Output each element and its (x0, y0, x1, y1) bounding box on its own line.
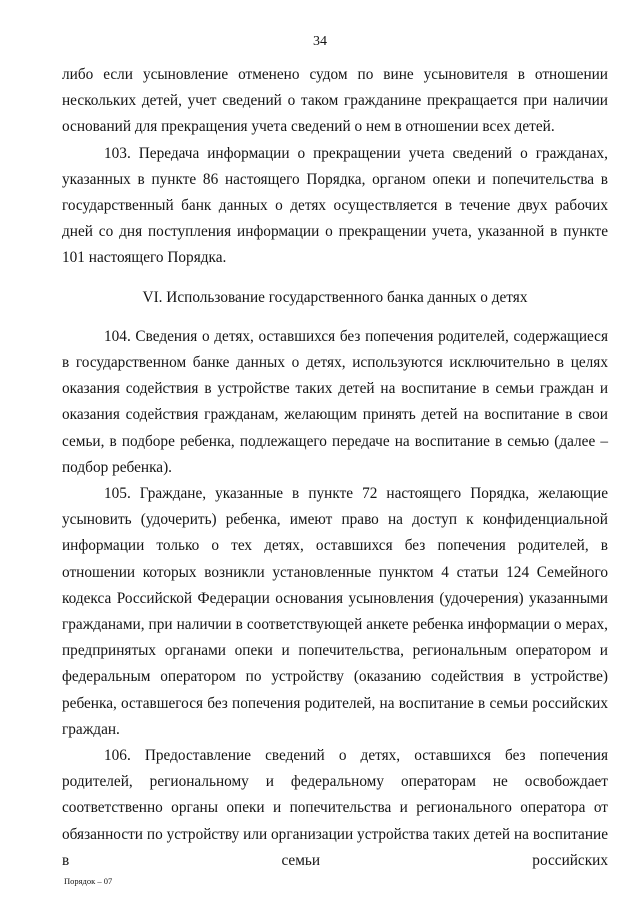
footer-label: Порядок – 07 (64, 876, 113, 886)
page-number: 34 (313, 34, 327, 49)
paragraph-105: 105. Граждане, указанные в пункте 72 настоящего Порядка, желающие усыновить (удочерить) ребенка, имеют право на доступ к конфиденциальной информации только о тех детях, оставшихся без попечения родителей, в отношении которых возникли установленные пунктом 4 статьи 124 Семейного кодекса Российской Федерации основания усыновления (удочерения) указанными гражданами, при наличии в соответствующей анкете ребенка информации о мерах, предпринятых органами опеки и попечительства, региональным оператором и федеральным оператором по устройству (оказанию содействия в устройстве) ребенка, оставшегося без попечения родителей, на воспитание в семьи российских граждан. (62, 485, 608, 738)
paragraph-106: 106. Предоставление сведений о детях, оставшихся без попечения родителей, региональному и федеральному операторам не освобождает соответственно органы опеки и попечительства и регионального оператора от обязанности по устройству или организации устройства таких детей на воспитание в семьи российских (62, 747, 608, 869)
section-heading: VI. Использование государственного банка данных о детях (142, 288, 528, 306)
paragraph-103: 103. Передача информации о прекращении учета сведений о гражданах, указанных в пункте 86 настоящего Порядка, органом опеки и попечительства в государственный банк данных о детях осуществляется в течение двух рабочих дней со дня поступления информации о прекращении учета, указанной в пункте 101 настоящего Порядка. (62, 144, 608, 267)
document-body (62, 62, 608, 874)
paragraph-104: 104. Сведения о детях, оставшихся без попечения родителей, содержащиеся в государственном банке данных о детях, используются исключительно в целях оказания содействия в устройстве таких детей на воспитание в семьи граждан и оказания содействия гражданам, желающим принять детей на воспитание в свои семьи, в подборе ребенка, подлежащего передаче на воспитание в семью (далее – подбор ребенка). (62, 327, 608, 476)
paragraph-continuation: либо если усыновление отменено судом по вине усыновителя в отношении нескольких детей, учет сведений о таком гражданине прекращается при наличии оснований для прекращения учета сведений о нем в отношении всех детей. (62, 66, 608, 136)
